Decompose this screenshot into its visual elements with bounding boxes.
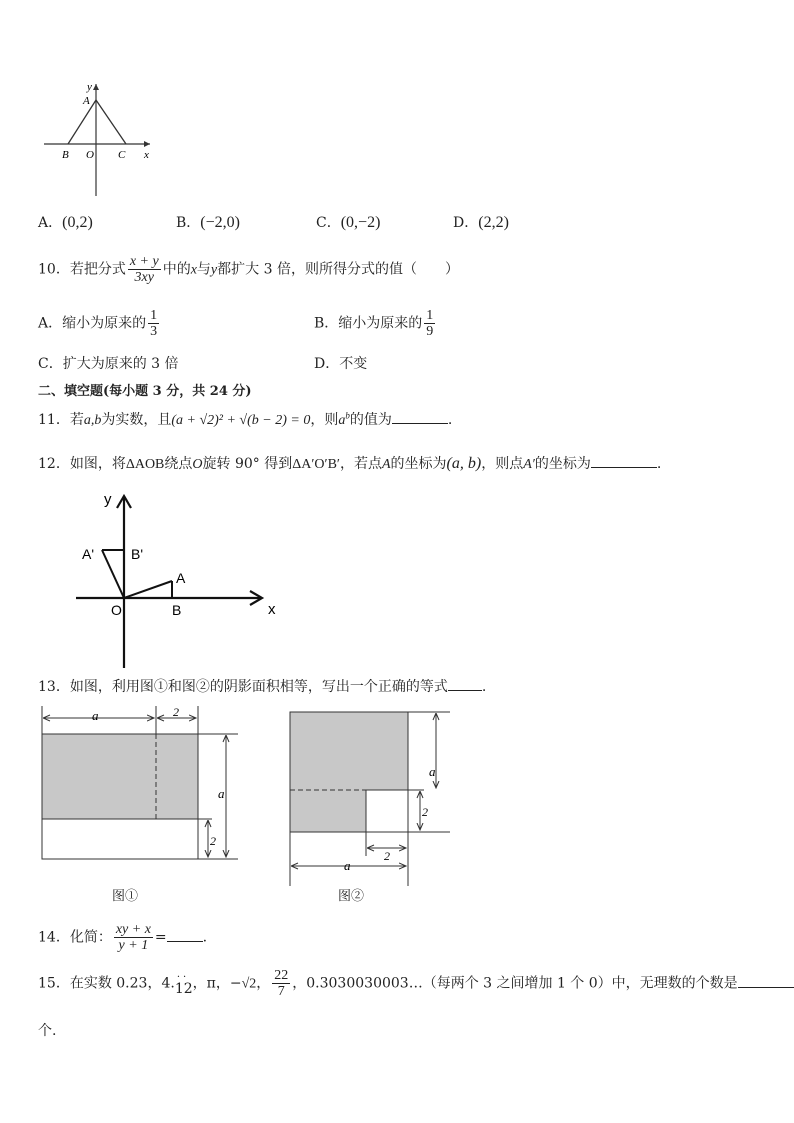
q9-option-d-label: D． [453,215,479,231]
q10-number: 10． [38,261,70,278]
q12-t7: 的坐标为 [534,456,591,472]
q15-frac-den: 7 [277,984,285,999]
q13-end: . [481,679,487,695]
q10-mid2: 与 [196,261,211,278]
q12-point-a-prime: A′ [523,457,535,472]
q10-option-b-num: 1 [426,308,434,323]
q10-var-x: x [190,262,197,278]
q12-answer-blank[interactable] [591,453,657,468]
fig9-y-label: y [87,81,92,93]
q10-var-y: y [210,262,218,278]
q9-option-b[interactable] [176,212,240,232]
q9-option-a-label: A． [38,215,63,231]
q14-answer-blank[interactable] [167,927,203,942]
q13-answer-blank[interactable] [448,676,482,691]
fig13-2-2-bottom: 2 [384,849,390,863]
q12-t1: 如图，将 [69,456,126,472]
section-heading: 二、填空题(每小题 3 分，共 24 分) [38,384,252,399]
fig12-a-label: A [176,570,186,586]
q11-number: 11． [38,412,70,428]
fig9-b-label: B [62,149,69,161]
fig12-a-prime-label: A' [82,546,95,562]
q9-option-d[interactable] [453,212,509,232]
q10-post: 都扩大 3 倍，则所得分式的值（ ） [217,261,459,278]
q13-figure-2 [284,708,460,892]
q10-option-a-den: 3 [150,324,158,339]
q10-pre: 若把分式 [69,261,126,278]
q10-option-b-frac [424,308,435,339]
q12-point-a: A [381,457,391,472]
q14-frac-num: xy + x [115,922,151,937]
q15-repeating-digits: 12 [174,980,193,997]
fig13-1-2-right: 2 [210,834,216,848]
q10-option-c[interactable]: C．扩大为原来的 3 倍 [38,356,179,372]
q11-answer-blank[interactable] [392,409,448,424]
q11-t1: 若 [69,412,84,428]
q15-end: 个. [38,1023,57,1039]
q11-t3: ，则 [310,412,339,428]
q15-t3: ， [256,975,271,992]
q14-text: 化简： [69,929,112,946]
q11-expression: (a + √2)² + √(b − 2) = 0 [171,413,311,428]
q10-option-a[interactable] [38,308,161,339]
q10-mid1: 中的 [162,261,191,278]
q9-option-a[interactable] [38,212,93,232]
q14-stem [38,922,207,953]
q11-vars: a,b [83,413,102,428]
q11-t4: 的值为 [349,412,392,428]
q11-t2: 为实数，且 [101,412,172,428]
q12-t6: ，则点 [481,456,524,472]
q9-option-c-label: C． [316,215,341,231]
q13-number: 13． [38,679,70,695]
fig13-1-a-top: a [92,708,99,723]
q14-number: 14． [38,929,70,946]
q15-t2: ，π，− [192,975,242,992]
q9-option-b-label: B． [176,215,201,231]
q9-option-a-value: (0,2) [62,214,93,231]
fig12-b-label: B [172,602,182,618]
fig13-1-2-top: 2 [173,705,179,719]
q11-power-exp: b [345,410,350,421]
q10-frac-den: 3xy [134,270,154,285]
q15-answer-blank[interactable] [738,973,794,988]
q13-figure-1 [36,702,248,902]
q12-t3: 旋转 90° 得到 [202,456,293,472]
q12-t4: ，若点 [339,456,382,472]
q15-frac-num: 22 [274,968,289,983]
q10-option-b[interactable] [314,308,437,339]
fig12-b-prime-label: B' [131,546,144,562]
q10-frac-num: x + y [129,254,159,269]
q12-triangle1: ΔAOB [125,457,165,472]
q15-t4: ，0.3030030003…（每两个 3 之间增加 1 个 0）中，无理数的个数是 [292,975,738,992]
q10-stem [38,254,459,285]
q13-caption-1: 图① [112,889,139,904]
q9-option-b-value: (−2,0) [200,214,240,231]
q9-figure [38,78,158,198]
fig9-c-label: C [118,149,126,161]
q15-stem [38,968,794,999]
q12-triangle2: ΔA′O′B′ [292,457,340,472]
q15-repeating [174,971,193,997]
q12-coord: (a, b) [446,455,482,472]
q9-option-c-value: (0,−2) [340,214,381,231]
q12-point-o: O [192,457,203,472]
q15-t1: 在实数 0.23，4. [69,975,175,992]
q11-power-base: a [338,413,346,428]
q11-end: . [447,412,453,428]
fig13-2-a-bottom: a [344,858,351,873]
q10-option-a-label: A．缩小为原来的 [38,315,147,332]
q14-equals: = [154,929,167,946]
fig13-2-a-right: a [429,764,436,779]
fig13-1-a-right: a [218,786,225,801]
q14-end: . [202,929,208,946]
q13-text: 如图，利用图①和图②的阴影面积相等，写出一个正确的等式 [69,679,448,695]
fig9-o-label: O [86,149,94,161]
q10-option-a-frac [148,308,159,339]
q15-number: 15． [38,975,70,992]
q10-option-b-den: 9 [426,324,434,339]
q11-stem [38,409,452,429]
q15-sqrt: √2 [241,976,257,992]
q10-option-a-num: 1 [150,308,158,323]
q10-option-d[interactable]: D．不变 [314,356,368,372]
q10-fraction [128,254,161,285]
q12-t2: 绕点 [164,456,193,472]
fig13-2-2-right: 2 [422,805,428,819]
q12-number: 12． [38,456,70,472]
q13-caption-2: 图② [338,889,365,904]
fig9-a-label: A [83,95,90,107]
q15-fraction [272,968,290,999]
fig12-o-label: O [111,602,122,618]
fig9-x-label: x [144,149,149,161]
q12-figure [70,484,290,670]
q9-option-c[interactable] [316,212,380,232]
q14-frac-den: y + 1 [118,938,149,953]
q12-stem [38,453,661,473]
fig12-y-label: y [104,491,112,508]
q15-repeat-dots: ·· [176,971,190,983]
fig12-x-label: x [268,601,276,618]
q12-t5: 的坐标为 [390,456,447,472]
q14-fraction [114,922,153,953]
q10-option-b-label: B．缩小为原来的 [314,315,423,332]
q13-stem [38,676,486,696]
q12-end: . [656,456,662,472]
q9-option-d-value: (2,2) [478,214,509,231]
